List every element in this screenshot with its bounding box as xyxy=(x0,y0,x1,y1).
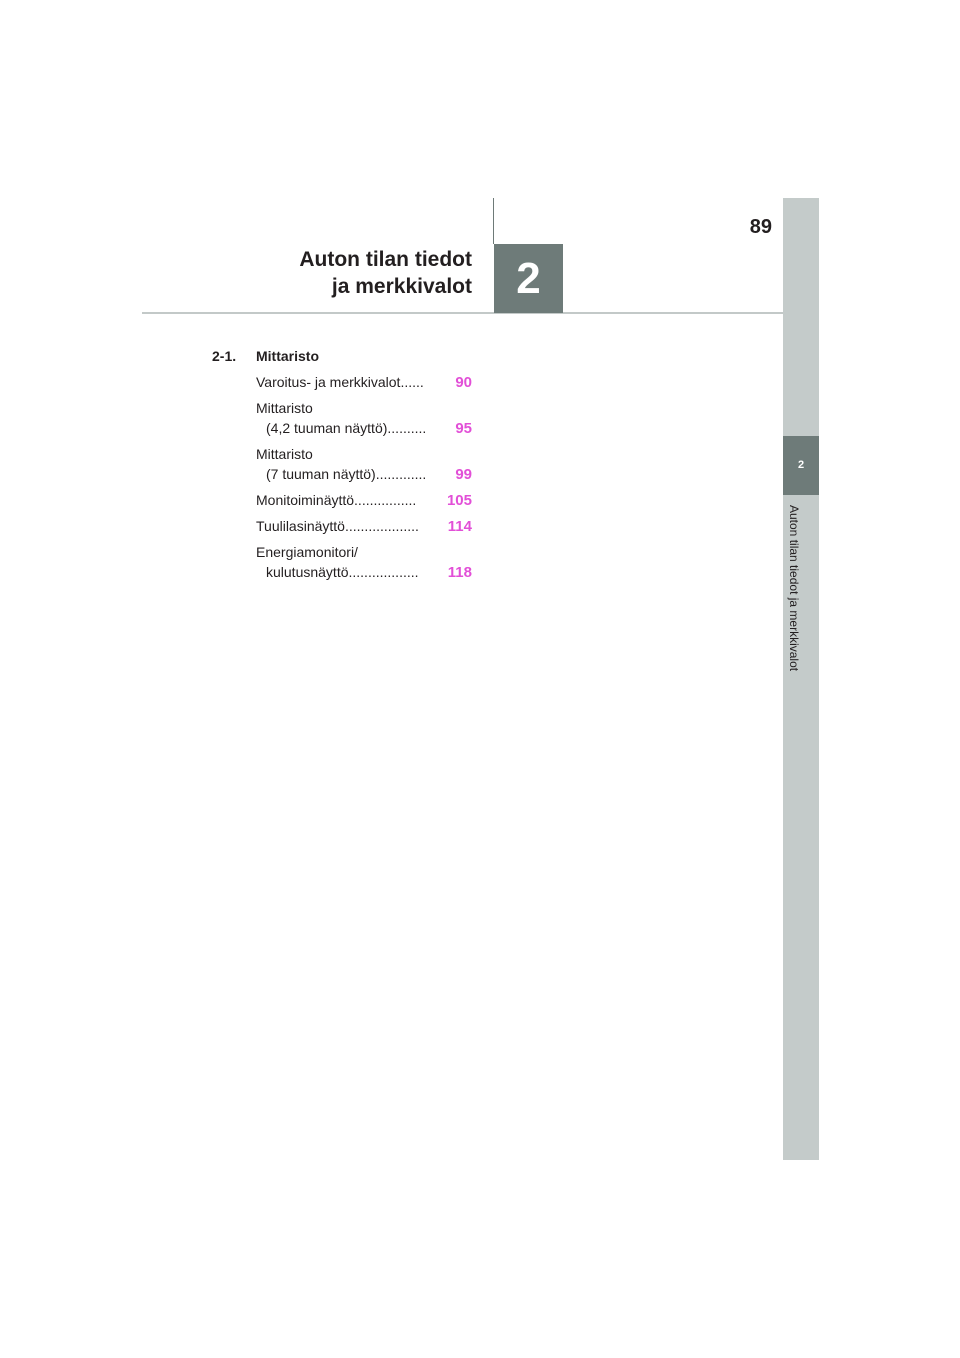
toc-section-title: Mittaristo xyxy=(256,348,319,364)
toc-entry-page-link[interactable]: 114 xyxy=(447,518,472,535)
table-of-contents xyxy=(212,346,472,588)
toc-entry-subtitle: (4,2 tuuman näyttö) xyxy=(266,420,388,436)
toc-entry-page-link[interactable]: 90 xyxy=(455,374,472,391)
toc-section-number: 2-1. xyxy=(212,348,237,364)
side-tab-chapter[interactable]: 2 xyxy=(783,436,819,495)
toc-entry-leader: .......... xyxy=(387,420,427,436)
side-tab-label: Auton tilan tiedot ja merkkivalot xyxy=(787,505,801,672)
toc-entry[interactable] xyxy=(256,444,472,485)
toc-entry[interactable] xyxy=(256,516,472,537)
toc-entry-leader: ................... xyxy=(344,518,419,534)
toc-entry-subtitle: (7 tuuman näyttö) xyxy=(266,466,376,482)
toc-entry-subtitle: kulutusnäyttö xyxy=(266,564,349,580)
toc-entry[interactable] xyxy=(256,372,472,393)
toc-section-heading xyxy=(212,346,472,366)
toc-entry-page-link[interactable]: 118 xyxy=(447,564,472,581)
toc-entry-page-link[interactable]: 95 xyxy=(455,420,472,437)
toc-entry-title: Energiamonitori/ xyxy=(256,544,358,560)
chapter-title xyxy=(299,246,472,300)
side-bar xyxy=(783,198,819,1160)
toc-entry-leader: ................ xyxy=(354,492,417,508)
header-divider-vertical xyxy=(493,198,494,244)
chapter-number-box: 2 xyxy=(494,244,563,313)
toc-entry[interactable] xyxy=(256,542,472,583)
toc-entry-page-link[interactable]: 99 xyxy=(455,466,472,483)
toc-entry-leader: .................. xyxy=(348,564,419,580)
toc-entry-leader: ............. xyxy=(375,466,427,482)
toc-entry-title: Mittaristo xyxy=(256,400,313,416)
toc-entry-title: Tuulilasinäyttö xyxy=(256,518,345,534)
toc-entry-title: Mittaristo xyxy=(256,446,313,462)
chapter-title-line1: Auton tilan tiedot xyxy=(299,248,472,271)
toc-entry[interactable] xyxy=(256,490,472,511)
header-rule xyxy=(142,312,783,314)
page-number: 89 xyxy=(749,216,772,238)
toc-entry-title: Monitoiminäyttö xyxy=(256,492,355,508)
toc-entry-leader: ...... xyxy=(400,374,424,390)
chapter-title-line2: ja merkkivalot xyxy=(331,275,472,298)
toc-entry-title: Varoitus- ja merkkivalot xyxy=(256,374,401,390)
toc-entry-page-link[interactable]: 105 xyxy=(446,492,472,509)
toc-entry[interactable] xyxy=(256,398,472,439)
